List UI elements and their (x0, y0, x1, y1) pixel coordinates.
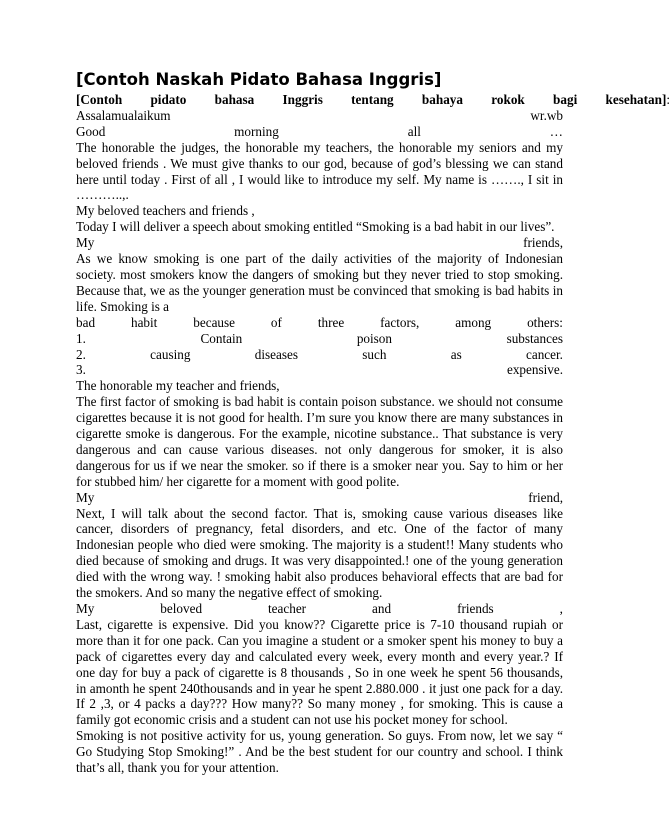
list-word: cancer. (526, 346, 563, 362)
list-word: as (450, 346, 462, 362)
salutation-word: My (76, 601, 95, 616)
my-friends-line (76, 235, 563, 251)
salutation-word: friends, (523, 235, 563, 251)
list-word: poison (356, 330, 392, 346)
bad-habit-word: factors, (380, 314, 420, 330)
bad-habit-line (76, 315, 563, 331)
salutation-word: teacher (268, 601, 307, 616)
bad-habit-word: because (193, 314, 235, 330)
bad-habit-word: habit (130, 314, 158, 330)
honorable-line: The honorable my teacher and friends, (76, 378, 280, 394)
salutation-word: friends (457, 601, 494, 616)
bad-habit-word: of (270, 314, 282, 330)
list-word: 3. (76, 362, 86, 378)
subtitle-tail: : (666, 92, 670, 107)
bad-habit-word: others: (527, 314, 563, 330)
subtitle-line (76, 92, 670, 108)
closing-paragraph: Smoking is not positive activity for us, young generation. So guys. From now, let we say “ Go Studying Stop Smoking!” . And be the best student for our country and school. I think that’s all, thank you for your attention. (76, 728, 563, 776)
list-word: Contain (200, 330, 243, 346)
salutation-word: and (372, 601, 392, 616)
greeting-word: wr.wb (530, 107, 563, 123)
good-morning-word: morning (234, 123, 279, 139)
good-morning-word: all (407, 123, 421, 139)
bad-habit-word: among (455, 314, 492, 330)
today-line: Today I will deliver a speech about smoking entitled “Smoking is a bad habit in our lives”. (76, 219, 555, 235)
bad-habit-word: three (317, 314, 345, 330)
list-word: diseases (254, 346, 298, 362)
list-word: causing (150, 346, 191, 362)
good-morning-line (76, 124, 563, 140)
list-word: 1. (76, 330, 86, 346)
greeting-word: Assalamualaikum (76, 107, 171, 123)
document-body (76, 92, 670, 776)
good-morning-word: Good (76, 123, 106, 139)
know-paragraph: As we know smoking is one part of the daily activities of the majority of Indonesian society. most smokers know the dangers of smoking but they never tried to stop smoking. Because that, we as the younger generation must be convinced that smoking is bad habits in life. Smoking is a (76, 251, 563, 314)
salutation-word: , (559, 601, 563, 616)
list-item-2 (76, 347, 563, 363)
good-morning-word: … (549, 123, 563, 139)
my-beloved-line (76, 601, 563, 617)
last-factor-paragraph: Last, cigarette is expensive. Did you know?? Cigarette price is 7-10 thousand rupiah or more than it for one pack. Can you imagine a student or a smoker spent his money to buy a pack of cigarettes every day and calculated every week, every month and every year.? If one day for buy a pack of cigarette is 8 thousands , So in one week he spent 56 thousands, in amonth he spent 240thousands and in year he spent 2.880.000 . it just one pack for a day. If 2 ,3, or 4 packs a day??? How many?? So many money , for smoking. This is cause a family got economic crisis and a student can not use his pocket money for school. (76, 616, 563, 728)
first-factor-paragraph: The first factor of smoking is bad habit is contain poison substance. we should not consume cigarettes because it is not good for health. I’m sure you know there are many substances in cigarette smoke is dangerous. For the example, nicotine substance.. That substance is very dangerous and can cause various diseases. not only dangerous for smoker, it is also dangerous for us if we near the smoker. so if there is a smoker near you. Say to him or her for stubbed him/ her cigarette for a moment with good polite. (76, 394, 563, 489)
list-word: substances (506, 330, 563, 346)
salutation-word: My (76, 235, 95, 251)
list-item-1 (76, 331, 563, 347)
list-item-3 (76, 362, 563, 378)
subtitle: [Contoh pidato bahasa Inggris tentang bahaya rokok bagi kesehatan] (76, 92, 667, 107)
salutation-word: beloved (160, 601, 203, 616)
list-word: expensive. (506, 362, 563, 378)
intro-paragraph: The honorable the judges, the honorable my teachers, the honorable my seniors and my beloved friends . We must give thanks to our god, because of god’s blessing we can stand here until today . First of all , I would like to introduce my self. My name is ……., I sit in ………..,. (76, 139, 563, 203)
list-word: such (362, 346, 387, 362)
bad-habit-word: bad (76, 314, 96, 330)
second-factor-paragraph: Next, I will talk about the second factor. That is, smoking cause various diseases like cancer, disorders of pregnancy, fetal disorders, and etc. One of the factor of many Indonesian people who died were smoking. The majority is a student!! Many students who died because of smoking and drugs. It was very disappointed.! one of the young generation died with the wrong way. ! smoking habit also produces behavioral effects that are bad for the smokers. And so many the negative effect of smoking. (76, 505, 563, 601)
document-page (76, 69, 670, 776)
greeting-line (76, 108, 563, 124)
salutation-word: friend, (528, 489, 563, 505)
document-title: [Contoh Naskah Pidato Bahasa Inggris] (76, 70, 442, 89)
salutation-word: My (76, 489, 95, 505)
my-friend-line (76, 490, 563, 506)
list-word: 2. (76, 346, 86, 362)
beloved-line: My beloved teachers and friends , (76, 203, 255, 219)
